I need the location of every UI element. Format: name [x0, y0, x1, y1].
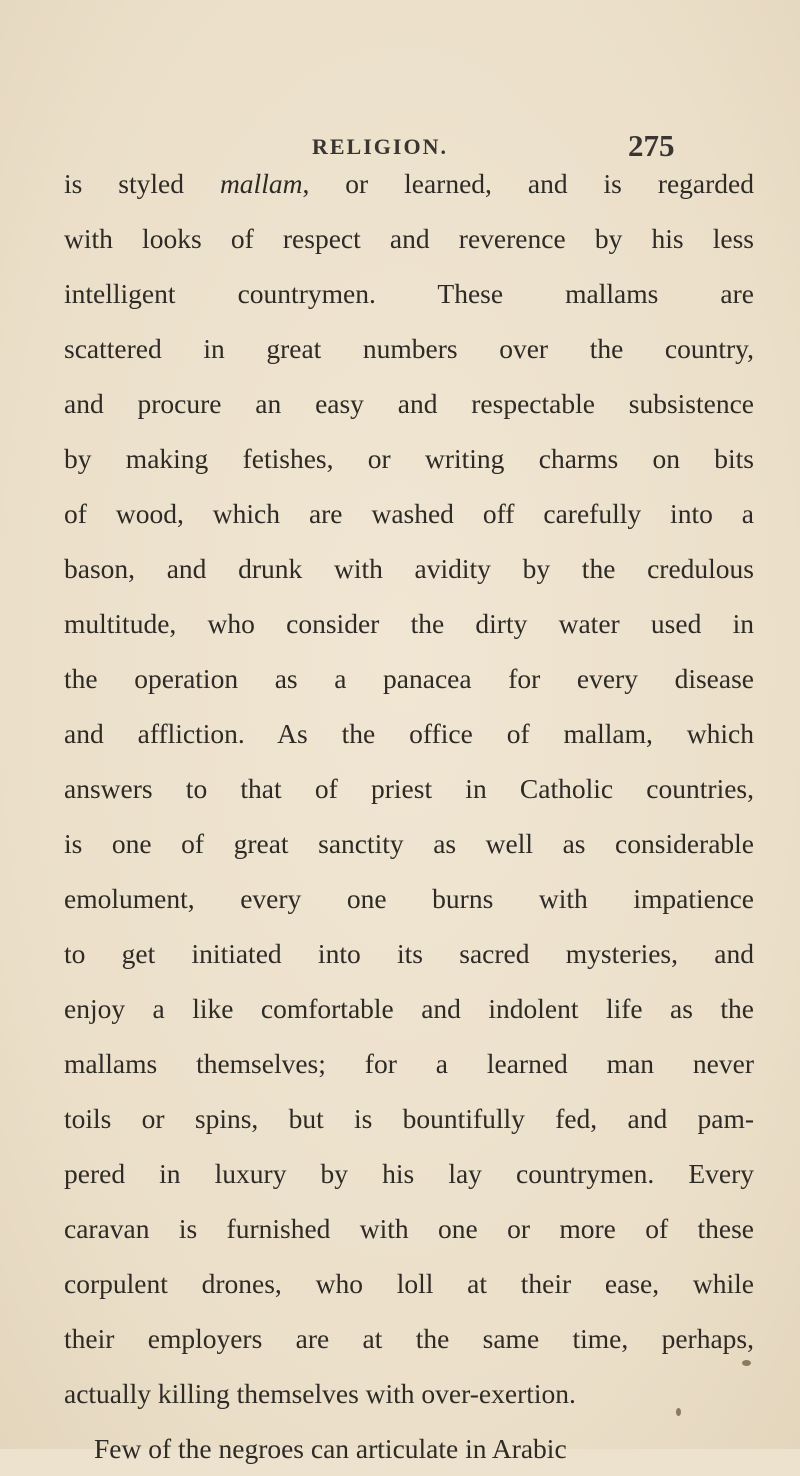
text-line-paragraph-start: Few of the negroes can articulate in Arabic	[94, 1433, 567, 1464]
text-line: with looks of respect and reverence by his less	[64, 223, 754, 254]
text-line: of wood, which are washed off carefully into a	[64, 498, 754, 529]
running-head: RELIGION.	[312, 134, 448, 159]
text-line: and procure an easy and respectable subsistence	[64, 388, 754, 419]
text-line: answers to that of priest in Catholic countries,	[64, 773, 754, 804]
text-line: scattered in great numbers over the country,	[64, 333, 754, 364]
text-line: intelligent countrymen. These mallams are	[64, 278, 754, 309]
text-line: by making fetishes, or writing charms on bits	[64, 443, 754, 474]
paper-speck	[676, 1408, 681, 1416]
text-line: and affliction. As the office of mallam, which	[64, 718, 754, 749]
text-line: toils or spins, but is bountifully fed, and pam-	[64, 1103, 754, 1134]
text-line: is one of great sanctity as well as considerable	[64, 828, 754, 859]
text-line: enjoy a like comfortable and indolent life as the	[64, 993, 754, 1024]
text-line-paragraph-end: actually killing themselves with over-exertion.	[64, 1378, 576, 1409]
paper-speck	[742, 1360, 751, 1366]
text-line: their employers are at the same time, perhaps,	[64, 1323, 754, 1354]
text-line: corpulent drones, who loll at their ease, while	[64, 1268, 754, 1299]
text-line: bason, and drunk with avidity by the credulous	[64, 553, 754, 584]
text-line: caravan is furnished with one or more of these	[64, 1213, 754, 1244]
body-text	[64, 156, 754, 1476]
text-line: mallams themselves; for a learned man never	[64, 1048, 754, 1079]
page-number: 275	[628, 128, 675, 163]
text-line: to get initiated into its sacred mysteries, and	[64, 938, 754, 969]
text-line-1: is styled mallam, or learned, and is regarded	[64, 168, 754, 199]
text-line: pered in luxury by his lay countrymen. Every	[64, 1158, 754, 1189]
text-line: emolument, every one burns with impatience	[64, 883, 754, 914]
text-line: the operation as a panacea for every disease	[64, 663, 754, 694]
text-line: multitude, who consider the dirty water used in	[64, 608, 754, 639]
italic-term: mallam	[219, 168, 303, 199]
